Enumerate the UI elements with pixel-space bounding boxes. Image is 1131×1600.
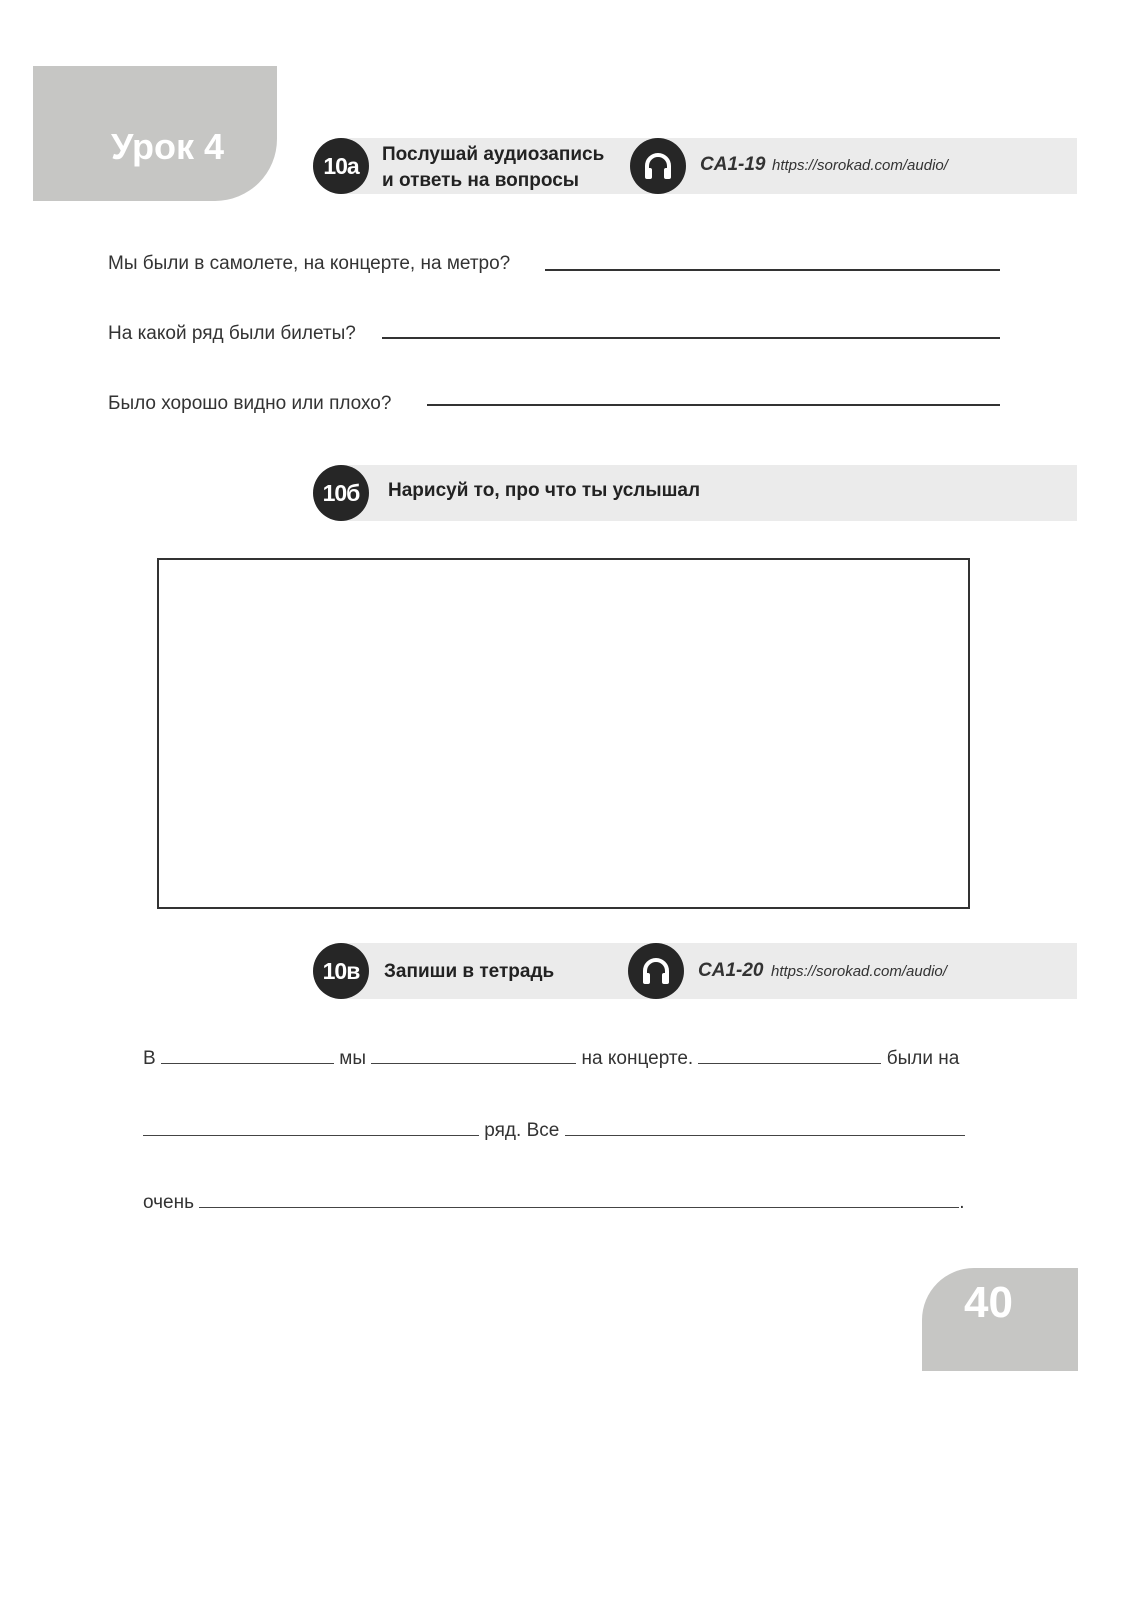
- audio-url-link[interactable]: https://sorokad.com/audio/: [772, 157, 948, 174]
- task-10b-title: Нарисуй то, про что ты услышал: [388, 480, 701, 501]
- fill-line-2: [143, 1117, 965, 1142]
- headphones-icon[interactable]: [628, 943, 684, 999]
- blank[interactable]: [199, 1189, 959, 1208]
- word: на концерте.: [581, 1048, 694, 1069]
- word: .: [959, 1192, 965, 1213]
- answer-line-3[interactable]: [427, 404, 1000, 406]
- lesson-title: Урок 4: [111, 126, 225, 167]
- answer-line-2[interactable]: [382, 337, 1000, 339]
- word: В: [143, 1048, 156, 1069]
- lesson-tab: [33, 66, 277, 201]
- audio-url-link[interactable]: https://sorokad.com/audio/: [771, 963, 947, 980]
- audio-code: CA1-19: [700, 154, 766, 175]
- blank[interactable]: [698, 1045, 881, 1064]
- fill-line-1: [143, 1045, 959, 1070]
- word: очень: [143, 1192, 195, 1213]
- audio-code: CA1-20: [698, 960, 764, 981]
- question-2: На какой ряд были билеты?: [108, 323, 356, 344]
- word: ряд. Все: [484, 1120, 560, 1141]
- page-number-tab: [922, 1268, 1078, 1371]
- question-1: Мы были в самолете, на концерте, на метро?: [108, 253, 511, 274]
- task-10a-title: [382, 142, 604, 194]
- task-10a-number: 10а: [313, 138, 369, 194]
- task-10b-number: 10б: [313, 465, 369, 521]
- answer-line-1[interactable]: [545, 269, 1000, 271]
- blank[interactable]: [143, 1117, 479, 1136]
- question-3: Было хорошо видно или плохо?: [108, 393, 392, 414]
- task-10v-title: Запиши в тетрадь: [384, 961, 555, 982]
- blank[interactable]: [565, 1117, 965, 1136]
- fill-line-3: [143, 1189, 965, 1214]
- drawing-area[interactable]: [157, 558, 970, 909]
- task-10v-number: 10в: [313, 943, 369, 999]
- blank[interactable]: [371, 1045, 576, 1064]
- word: мы: [339, 1048, 366, 1069]
- page-number: 40: [964, 1278, 1013, 1327]
- blank[interactable]: [161, 1045, 334, 1064]
- task-10a-title-line2: и ответь на вопросы: [382, 170, 579, 191]
- word: были на: [886, 1048, 960, 1069]
- task-10a-title-line1: Послушай аудиозапись: [382, 144, 605, 165]
- headphones-icon[interactable]: [630, 138, 686, 194]
